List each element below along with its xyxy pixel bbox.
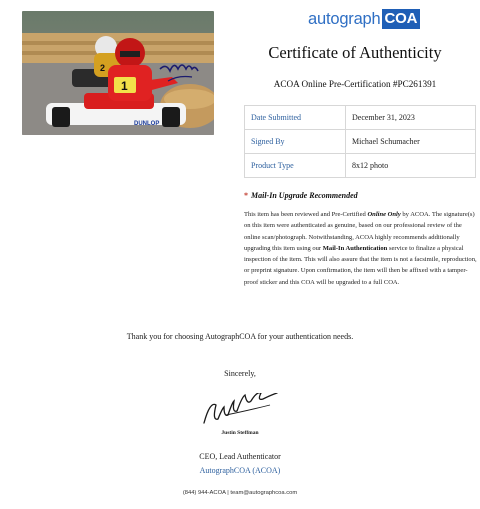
thank-you-note: Thank you for choosing AutographCOA for your authentication needs.	[126, 332, 354, 341]
logo-text: autograph	[308, 9, 381, 28]
svg-text:DUNLOP: DUNLOP	[134, 121, 160, 127]
detail-row-product	[245, 154, 476, 178]
autographcoa-logo	[308, 8, 420, 30]
certificate-number: ACOA Online Pre-Certification #PC261391	[273, 79, 437, 89]
autographed-photo	[22, 11, 214, 135]
statement-text: This item has been reviewed and Pre-Certified	[244, 211, 368, 218]
detail-label: Date Submitted	[245, 106, 346, 130]
detail-value: December 31, 2023	[346, 106, 476, 130]
certificate-title: Certificate of Authenticity	[268, 43, 442, 62]
asterisk-icon: *	[244, 191, 248, 200]
contact-info: (844) 944-ACOA | team@autographcoa.com	[182, 490, 298, 496]
statement-text: by ACOA. The signature(s) on this item were authenticated as genuine, based on our professional review of the online scan/photograph. Notwithstanding, ACOA highly recommends additionally upgrading this item using our	[244, 211, 475, 252]
upgrade-notice	[244, 191, 358, 200]
signer-role: CEO, Lead Authenticator	[199, 452, 281, 461]
detail-label: Product Type	[245, 154, 346, 178]
detail-value: Michael Schumacher	[346, 130, 476, 154]
detail-value: 8x12 photo	[346, 154, 476, 178]
detail-label: Signed By	[245, 130, 346, 154]
svg-text:2: 2	[100, 63, 106, 73]
signature-icon	[196, 393, 284, 433]
organization-link[interactable]: AutographCOA (ACOA)	[199, 466, 281, 475]
detail-row-date	[245, 106, 476, 130]
details-table	[244, 105, 476, 178]
signer-name: Justin Steffman	[221, 430, 259, 436]
logo-badge: COA	[382, 9, 421, 29]
svg-text:1: 1	[121, 79, 128, 93]
certification-statement	[244, 209, 478, 288]
detail-row-signer	[245, 130, 476, 154]
upgrade-recommended: Recommended	[309, 191, 358, 200]
statement-text: service to finalize a physical inspection of the item. This will also assure that the item is not a facsimile, reproduction, or preprint signature. Upon confirmation, the item will then be affixed with a tamper-proof sticker and this COA will be upgraded to a full COA.	[244, 244, 477, 286]
online-only-emphasis: Online Only	[367, 211, 401, 218]
upgrade-heading: Mail-In Upgrade	[251, 191, 308, 200]
sincerely: Sincerely,	[224, 369, 256, 378]
mail-in-emphasis: Mail-In Authentication	[322, 244, 388, 252]
karting-photo-icon	[22, 11, 214, 135]
